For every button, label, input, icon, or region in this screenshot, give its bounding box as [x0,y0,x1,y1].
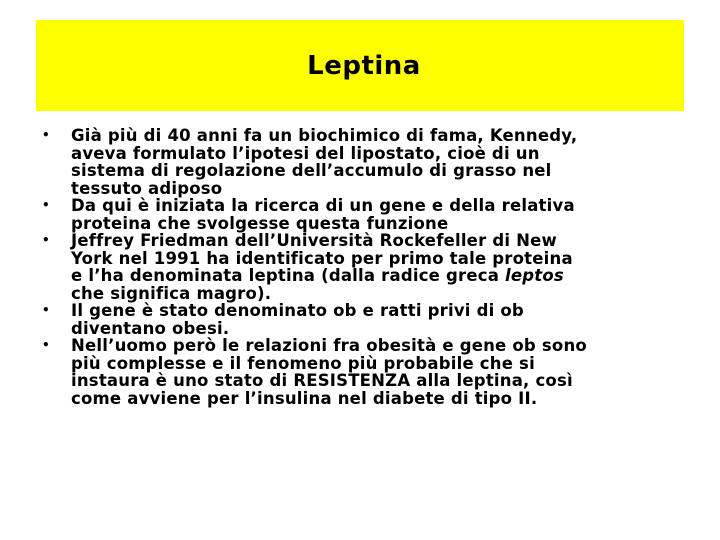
bullet-text-line: Il gene è stato denominato ob e ratti privi di ob [71,301,524,320]
bullet-text-line: come avviene per l’insulina nel diabete di tipo II. [71,388,538,408]
bullet-item [42,127,692,197]
bullet-dot-icon: • [42,303,50,317]
bullet-text-line: Da qui è iniziata la ricerca di un gene e della relativa [71,196,575,215]
bullet-text-line: aveva formulato l’ipotesi del lipostato, cioè di un [71,143,540,163]
bullet-text-line: instaura è uno stato di RESISTENZA alla leptina, così [71,371,573,390]
bullet-dot-icon: • [42,338,50,352]
bullet-text-line: tessuto adiposo [71,178,223,198]
bullet-list [42,127,692,407]
bullet-item [42,197,692,232]
bullet-dot-icon: • [42,128,50,142]
bullet-item [42,232,692,302]
slide-title: Leptina [307,50,421,81]
bullet-text-segment: e l’ha denominata leptina (dalla radice greca [71,266,506,285]
bullet-text-line: che significa magro). [71,283,272,303]
bullet-text-line: diventano obesi. [71,318,230,338]
bullet-text-line: Nell’uomo però le relazioni fra obesità e gene ob sono [71,336,587,355]
bullet-text-line: Jeffrey Friedman dell’Università Rockefeller di New [71,231,558,250]
bullet-text-line: proteina che svolgesse questa funzione [71,213,449,233]
bullet-dot-icon: • [42,198,50,212]
italic-term: leptos [505,266,564,285]
bullet-text-line: più complesse e il fenomeno più probabile che si [71,353,535,373]
bullet-text-line [71,267,692,285]
bullet-text-line: sistema di regolazione dell’accumulo di grasso nel [71,161,552,180]
title-band [36,20,684,111]
bullet-item [42,302,692,337]
bullet-text-line: Già più di 40 anni fa un biochimico di fama, Kennedy, [71,126,578,145]
bullet-text-line: York nel 1991 ha identificato per primo tale proteina [71,248,573,268]
bullet-dot-icon: • [42,233,50,247]
bullet-item [42,337,692,407]
